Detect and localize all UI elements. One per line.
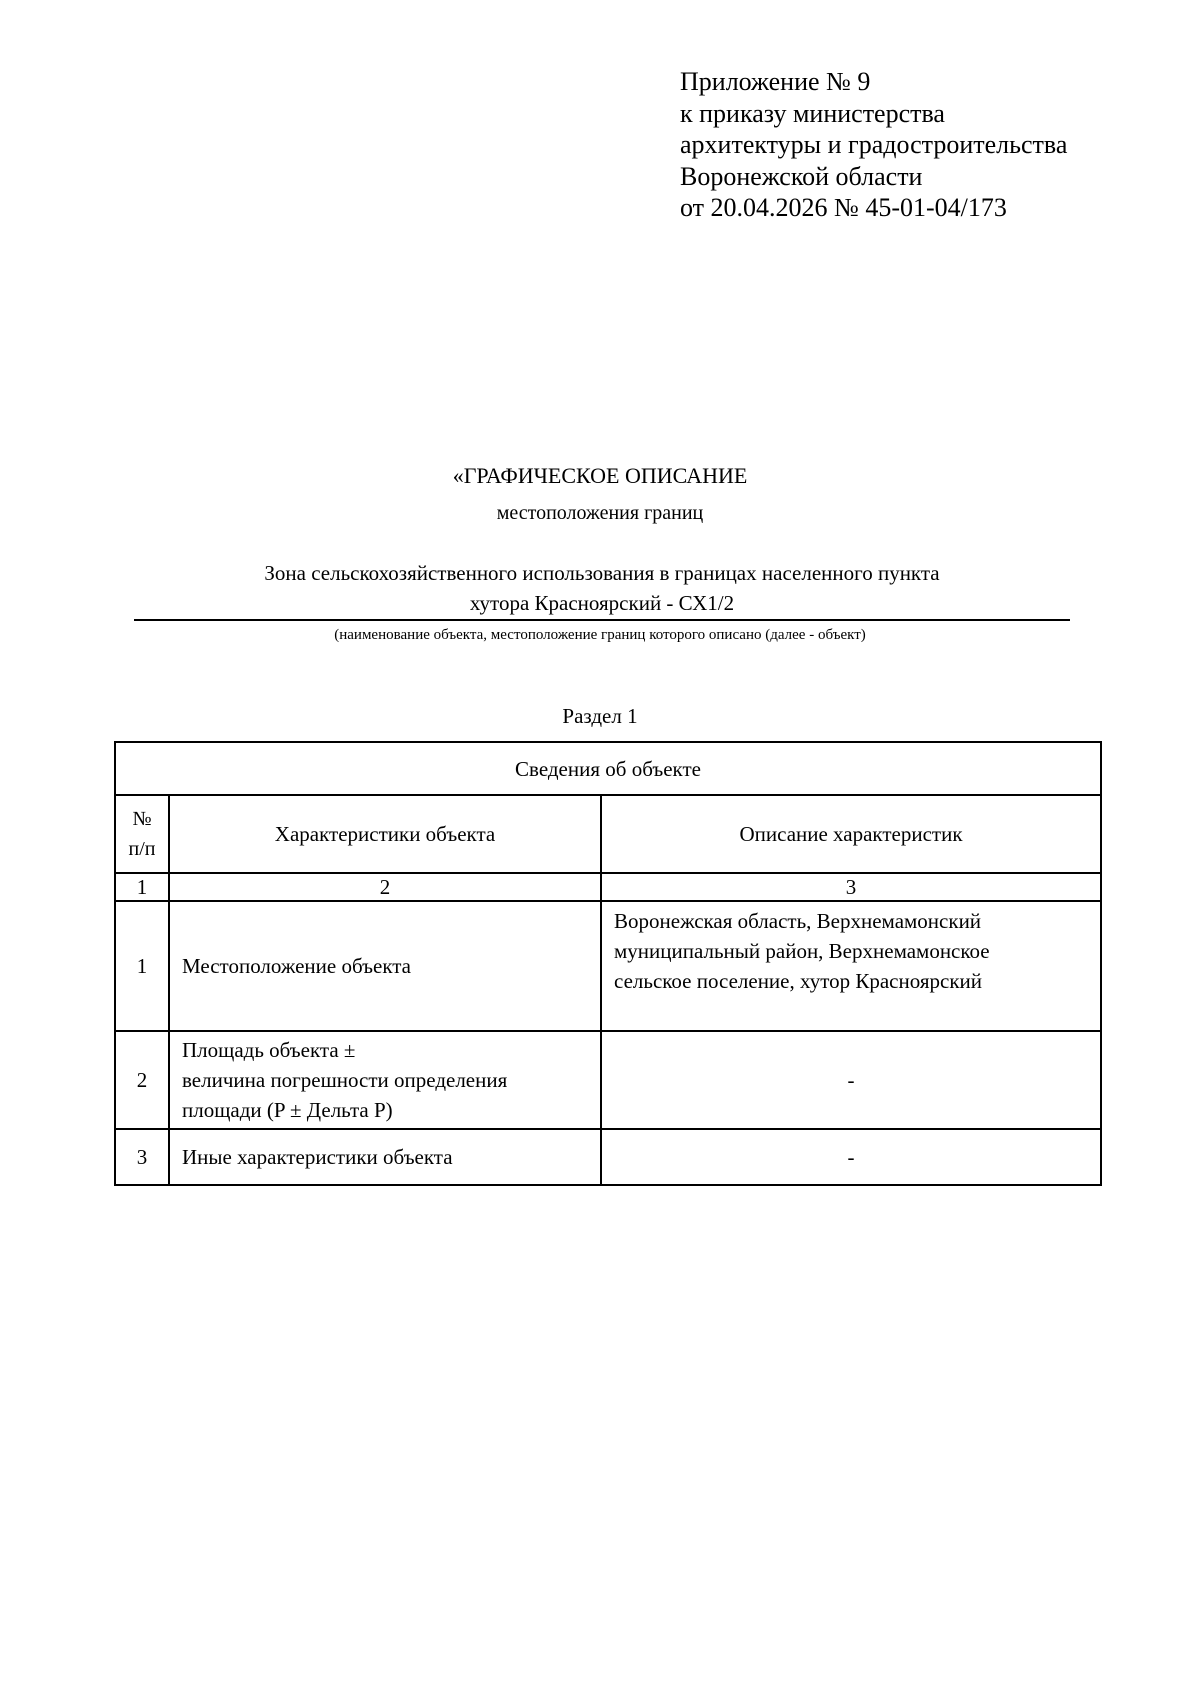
appendix-line: от 20.04.2026 № 45-01-04/173 xyxy=(680,193,1007,222)
appendix-line: к приказу министерства xyxy=(680,98,945,128)
column-index: 3 xyxy=(601,873,1101,901)
table-row xyxy=(115,901,1101,1031)
object-info-table xyxy=(114,741,1102,1186)
header-num-line: п/п xyxy=(128,838,156,860)
object-name-line: хутора Красноярский - СХ1/2 xyxy=(469,591,735,615)
header-num-line: № xyxy=(132,808,152,830)
row-description xyxy=(601,901,1101,1031)
row-characteristic xyxy=(169,1129,601,1185)
row-description xyxy=(601,1031,1101,1129)
column-index: 1 xyxy=(115,873,169,901)
column-index-row xyxy=(115,873,1101,901)
description-line: сельское поселение, хутор Красноярский xyxy=(614,969,982,993)
characteristic-line: величина погрешности определения xyxy=(182,1068,508,1092)
characteristic-line: Местоположение объекта xyxy=(182,954,412,978)
header-characteristics: Характеристики объекта xyxy=(169,795,601,873)
characteristic-line: Площадь объекта ± xyxy=(182,1038,356,1062)
row-description xyxy=(601,1129,1101,1185)
description-line: муниципальный район, Верхнемамонское xyxy=(614,939,990,963)
header-description: Описание характеристик xyxy=(601,795,1101,873)
row-characteristic xyxy=(169,1031,601,1129)
row-num: 2 xyxy=(115,1031,169,1129)
row-num: 3 xyxy=(115,1129,169,1185)
section-label: Раздел 1 xyxy=(562,704,638,728)
description-line: - xyxy=(847,1068,855,1092)
object-caption: (наименование объекта, местоположение границ которого описано (далее - объект) xyxy=(334,627,866,643)
document-title: «ГРАФИЧЕСКОЕ ОПИСАНИЕ xyxy=(452,463,748,488)
description-line: Воронежская область, Верхнемамонский xyxy=(614,909,982,933)
description-line: - xyxy=(847,1145,855,1169)
object-name-line: Зона сельскохозяйственного использования в границах населенного пункта xyxy=(264,561,940,585)
appendix-line: архитектуры и градостроительства xyxy=(680,130,1068,159)
table-title: Сведения об объекте xyxy=(115,742,1101,795)
appendix-header xyxy=(680,66,1067,224)
characteristic-line: Иные характеристики объекта xyxy=(182,1145,453,1169)
characteristic-line: площади (P ± Дельта P) xyxy=(182,1098,393,1122)
table-header-row xyxy=(115,795,1101,873)
appendix-line: Приложение № 9 xyxy=(680,67,871,96)
column-index: 2 xyxy=(169,873,601,901)
table-row xyxy=(115,1129,1101,1185)
row-characteristic xyxy=(169,901,601,1031)
object-name xyxy=(134,558,1070,621)
row-num: 1 xyxy=(115,901,169,1031)
appendix-line: Воронежской области xyxy=(680,161,923,191)
header-num xyxy=(115,795,169,873)
document-subtitle: местоположения границ xyxy=(496,502,704,524)
table-row xyxy=(115,1031,1101,1129)
